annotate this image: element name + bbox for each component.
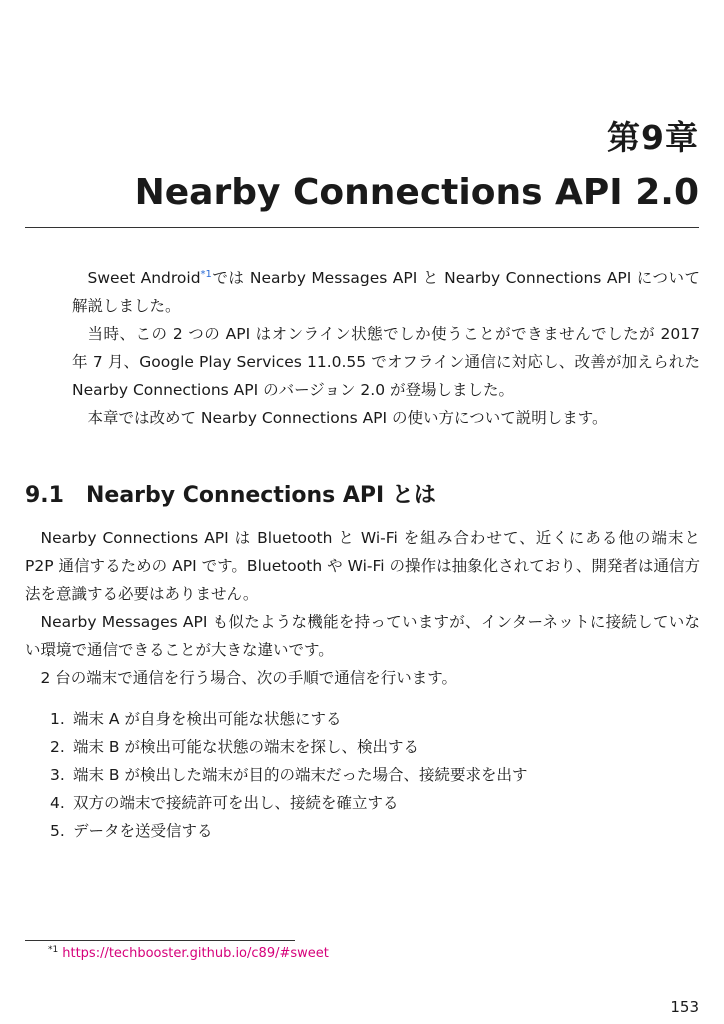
list-item-number: 3.: [50, 766, 65, 784]
chapter-title: Nearby Connections API 2.0: [134, 172, 699, 213]
footnote-reference[interactable]: *1: [200, 268, 212, 280]
section-body: [25, 524, 700, 692]
section-paragraph-2: Nearby Messages API も似たような機能を持っていますが、インターネットに接続していない環境で通信できることが大きな違いです。: [25, 613, 700, 659]
footnote-divider: [25, 940, 295, 941]
chapter-intro: [72, 264, 700, 432]
chapter-number: 第9章: [607, 118, 699, 157]
list-item: [50, 705, 528, 733]
intro-text-before-ref: Sweet Android: [87, 269, 201, 287]
list-item-text: 双方の端末で接続許可を出し、接続を確立する: [73, 794, 399, 812]
section-paragraph-3: 2 台の端末で通信を行う場合、次の手順で通信を行います。: [40, 669, 458, 687]
section-paragraph-1: Nearby Connections API は Bluetooth と Wi-Fi を組み合わせて、近くにある他の端末と P2P 通信するための API です。Bluetooth や Wi-Fi の操作は抽象化されており、開発者は通信方法を意識する必要はありません。: [25, 529, 700, 603]
page-number: 153: [670, 998, 699, 1016]
list-item: [50, 789, 528, 817]
list-item-text: 端末 B が検出可能な状態の端末を探し、検出する: [73, 738, 419, 756]
steps-list: [50, 705, 528, 845]
list-item-number: 4.: [50, 794, 65, 812]
list-item-text: 端末 A が自身を検出可能な状態にする: [73, 710, 342, 728]
chapter-divider: [25, 227, 699, 228]
list-item: [50, 761, 528, 789]
section-title: Nearby Connections API とは: [86, 483, 436, 508]
intro-paragraph-1: [72, 264, 700, 320]
list-item-number: 2.: [50, 738, 65, 756]
intro-paragraph-2: 当時、この 2 つの API はオンライン状態でしか使うことができませんでしたが 2017 年 7 月、Google Play Services 11.0.55 でオフライン通信に対応し、改善が加えられた Nearby Connections API のバージョン 2.0 が登場しました。: [72, 325, 700, 399]
list-item-number: 1.: [50, 710, 65, 728]
list-item-text: データを送受信する: [73, 822, 213, 840]
intro-text-after-ref: では Nearby Messages API と Nearby Connections API について解説しました。: [72, 269, 700, 315]
list-item-number: 5.: [50, 822, 65, 840]
intro-paragraph-3: 本章では改めて Nearby Connections API の使い方について説明します。: [87, 409, 608, 427]
section-number: 9.1: [25, 483, 64, 508]
list-item: [50, 733, 528, 761]
footnote: [48, 946, 329, 961]
list-item: [50, 817, 528, 845]
footnote-link[interactable]: https://techbooster.github.io/c89/#sweet: [62, 946, 329, 961]
footnote-mark: *1: [48, 944, 59, 955]
list-item-text: 端末 B が検出した端末が目的の端末だった場合、接続要求を出す: [73, 766, 528, 784]
section-heading: [25, 478, 436, 509]
